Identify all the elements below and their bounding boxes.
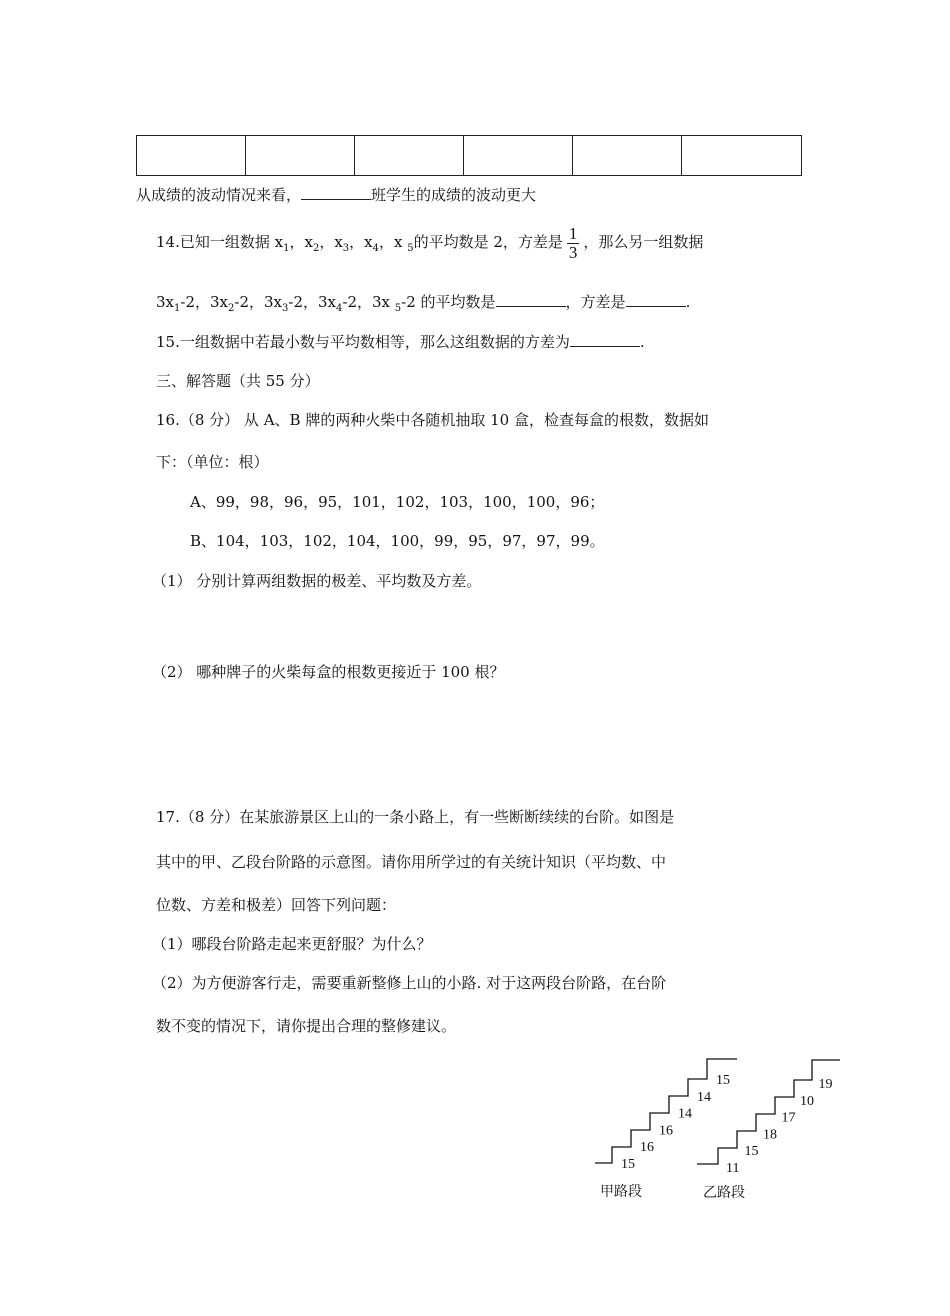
- q14-text: -2，3x: [342, 293, 395, 311]
- q16-line2: 下：（单位：根）: [156, 453, 269, 471]
- fraction-numerator: 1: [568, 223, 578, 243]
- q14-text: .: [685, 293, 691, 311]
- subscript: 1: [174, 303, 181, 314]
- subscript: 1: [283, 243, 290, 254]
- q14-text: ，x: [379, 233, 408, 251]
- subscript: 3: [342, 243, 350, 254]
- q17-line3: 位数、方差和极差）回答下列问题：: [156, 896, 397, 914]
- q16-line1: 16.（8 分） 从 A、B 牌的两种火柴中各随机抽取 10 盒，检查每盒的根数，数据如: [156, 411, 709, 429]
- yi-step-label: 11: [726, 1161, 740, 1176]
- jia-caption: 甲路段: [600, 1184, 642, 1200]
- jia-step-label: 14: [697, 1089, 711, 1105]
- subscript: 3: [282, 303, 289, 314]
- q16-data-b: B、104，103，102，104，100，99，95，97，97，99。: [190, 532, 605, 550]
- jia-step-label: 14: [678, 1106, 692, 1122]
- jia-step-label: 15: [716, 1073, 730, 1088]
- q14-text: ，那么另一组数据: [583, 233, 704, 251]
- q14-text: ，x: [289, 233, 313, 251]
- q15-text: 15.一组数据中若最小数与平均数相等，那么这组数据的方差为: [156, 333, 570, 351]
- jia-step-label: 16: [640, 1140, 654, 1156]
- section-3-title: 三、解答题（共 55 分）: [156, 372, 320, 390]
- q16-part2: （2） 哪种牌子的火柴每盒的根数更接近于 100 根？: [152, 663, 505, 681]
- subscript: 4: [372, 243, 379, 254]
- q13-suffix: 班学生的成绩的波动更大: [371, 186, 537, 204]
- q17-line2: 其中的甲、乙段台阶路的示意图。请你用所学过的有关统计知识（平均数、中: [156, 853, 667, 871]
- fraction-denominator: 3: [568, 242, 578, 262]
- subscript: 2: [228, 303, 235, 314]
- yi-step-label: 18: [763, 1127, 777, 1143]
- q14-text: 14.已知一组数据 x: [156, 233, 284, 251]
- q14-text: -2，3x: [180, 293, 229, 311]
- q14-text: ，x: [319, 233, 343, 251]
- yi-caption: 乙路段: [703, 1185, 745, 1201]
- yi-step-label: 10: [800, 1093, 814, 1109]
- q16-data-a: A、99，98，96，95，101，102，103，100，100，96；: [190, 493, 605, 511]
- q14-text: ，方差是: [565, 293, 626, 311]
- q14-text: -2 的平均数是: [401, 293, 496, 311]
- yi-step-label: 15: [744, 1144, 759, 1160]
- q14-text: 的平均数是 2，方差是: [413, 233, 563, 251]
- jia-step-label: 16: [659, 1123, 673, 1139]
- subscript: 5: [407, 243, 414, 254]
- q17-part1: （1）哪段台阶路走起来更舒服？为什么？: [152, 935, 432, 953]
- subscript: 5: [394, 303, 402, 314]
- q17-part2-line2: 数不变的情况下，请你提出合理的整修建议。: [156, 1017, 457, 1035]
- q15-end: .: [639, 333, 645, 351]
- q17-line1: 17.（8 分）在某旅游景区上山的一条小路上，有一些断断续续的台阶。如图是: [156, 808, 675, 826]
- subscript: 4: [336, 303, 343, 314]
- q14-text: -2，3x: [234, 293, 283, 311]
- subscript: 2: [312, 243, 320, 254]
- yi-step-label: 19: [818, 1077, 833, 1092]
- yi-step-label: 17: [781, 1110, 796, 1126]
- q13-prefix: 从成绩的波动情况来看，: [136, 186, 302, 204]
- q14-text: -2，3x: [288, 293, 337, 311]
- q14-text: ，x: [349, 233, 373, 251]
- q16-part1: （1） 分别计算两组数据的极差、平均数及方差。: [152, 572, 482, 590]
- q17-part2-line1: （2）为方便游客行走，需要重新整修上山的小路. 对于这两段台阶路，在台阶: [152, 974, 667, 992]
- jia-step-label: 15: [621, 1157, 635, 1172]
- q14-text: 3x: [156, 293, 175, 311]
